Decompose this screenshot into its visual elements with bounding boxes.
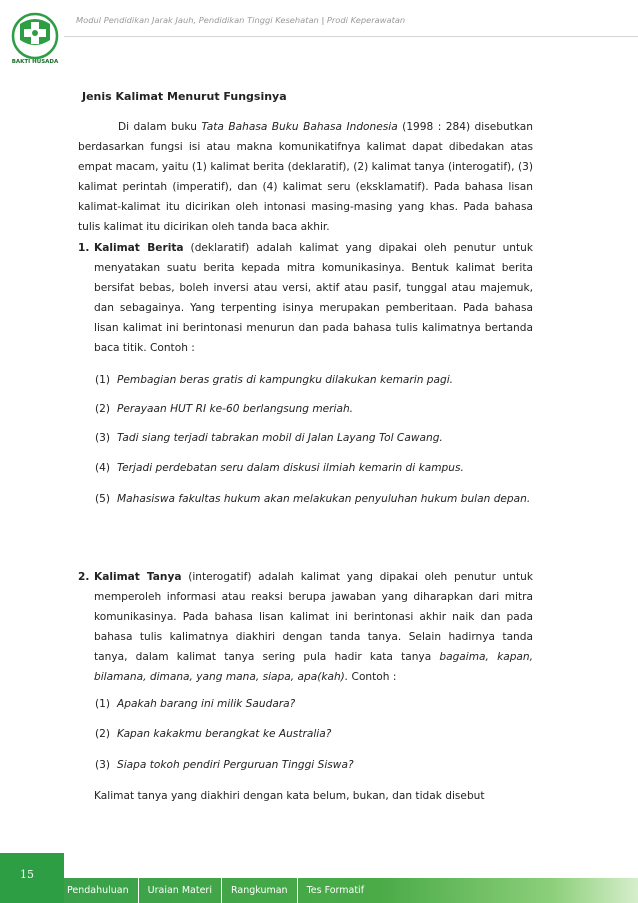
intro-text-1: Di dalam buku (118, 121, 202, 133)
question-words: bagaima, kapan, bilamana, dimana, yang mana, siapa, apa(kah). (94, 651, 533, 684)
example-item: (2) Kapan kakakmu berangkat ke Australia? (95, 728, 332, 740)
bakti-husada-logo (10, 10, 60, 72)
footer-link-pendahuluan[interactable]: Pendahuluan (64, 878, 139, 903)
footer-navigation (64, 878, 373, 903)
term-kalimat-tanya: Kalimat Tanya (94, 571, 182, 583)
book-title: Tata Bahasa Buku Bahasa Indonesia (201, 121, 398, 133)
term-kalimat-berita: Kalimat Berita (94, 242, 184, 254)
header-divider (64, 36, 638, 37)
example-item: (3) Siapa tokoh pendiri Perguruan Tinggi Siswa? (95, 759, 354, 771)
footer-link-rangkuman[interactable]: Rangkuman (222, 878, 298, 903)
footer-link-tes-formatif[interactable]: Tes Formatif (306, 885, 365, 896)
intro-text-2: (1998 : 284) disebutkan berdasarkan fungsi isi atau makna komunikatifnya kalimat dapat dibedakan atas empat macam, yaitu (1) kalimat berita (deklaratif), (2) kalimat tanya (interogatif), (3) kalimat perintah (imperatif), dan (4) kalimat seru (eksklamatif). Pada bahasa lisan kalimat-kalimat itu dicirikan oleh intonasi masing-masing yang khas. Pada bahasa tulis kalimat itu dicirikan oleh tanda baca akhir. (78, 121, 534, 234)
page-number: 15 (20, 868, 34, 881)
section-kalimat-berita (78, 238, 533, 359)
example-item: (4) Terjadi perdebatan seru dalam diskusi ilmiah kemarin di kampus. (95, 462, 464, 474)
section-text: (deklaratif) adalah kalimat yang dipakai oleh penutur untuk menyatakan suatu berita kepada mitra komunikasinya. Bentuk kalimat berita bersifat bebas, boleh inversi atau versi, aktif atau pasif, tunggal atau majemuk, dan sebagainya. Yang terpenting isinya merupakan pemberitaan. Pada bahasa lisan kalimat ini berintonasi menurun dan pada bahasa tulis kalimatnya bertanda baca titik. Contoh : (94, 242, 534, 355)
running-title-left: Modul Pendidikan Jarak Jauh, Pendidikan Tinggi Kesehatan (76, 15, 319, 25)
running-title-right: Prodi Keperawatan (326, 15, 406, 25)
example-item: (5) Mahasiswa fakultas hukum akan melakukan penyuluhan hukum bulan depan. (95, 493, 531, 505)
intro-paragraph (78, 117, 533, 238)
section-heading: Jenis Kalimat Menurut Fungsinya (82, 90, 287, 103)
section-kalimat-tanya (78, 567, 533, 688)
section-number: 1. (78, 242, 90, 254)
running-header: Modul Pendidikan Jarak Jauh, Pendidikan Tinggi Kesehatan | Prodi Keperawatan (76, 15, 406, 25)
example-item: (1) Apakah barang ini milik Saudara? (95, 698, 296, 710)
example-item: (1) Pembagian beras gratis di kampungku dilakukan kemarin pagi. (95, 374, 454, 386)
section-text: (interogatif) adalah kalimat yang dipakai oleh penutur untuk memperoleh informasi atau reaksi berupa jawaban yang diharapkan dari mitra komunikasinya. Pada bahasa lisan kalimat ini berintonasi akhir naik dan pada bahasa tulis kalimatnya diakhiri dengan tanda tanya. Selain hadirnya tanda tanya, dalam kalimat tanya sering pula hadir kata tanya (94, 571, 534, 664)
closing-paragraph: Kalimat tanya yang diakhiri dengan kata belum, bukan, dan tidak disebut (94, 790, 485, 802)
logo-caption: BAKTI HUSADA (11, 59, 59, 65)
section-number: 2. (78, 571, 90, 583)
example-item: (2) Perayaan HUT RI ke-60 berlangsung meriah. (95, 403, 354, 415)
section-text-end: Contoh : (348, 671, 397, 684)
example-item: (3) Tadi siang terjadi tabrakan mobil di Jalan Layang Tol Cawang. (95, 432, 443, 444)
footer-link-uraian-materi[interactable]: Uraian Materi (139, 878, 222, 903)
